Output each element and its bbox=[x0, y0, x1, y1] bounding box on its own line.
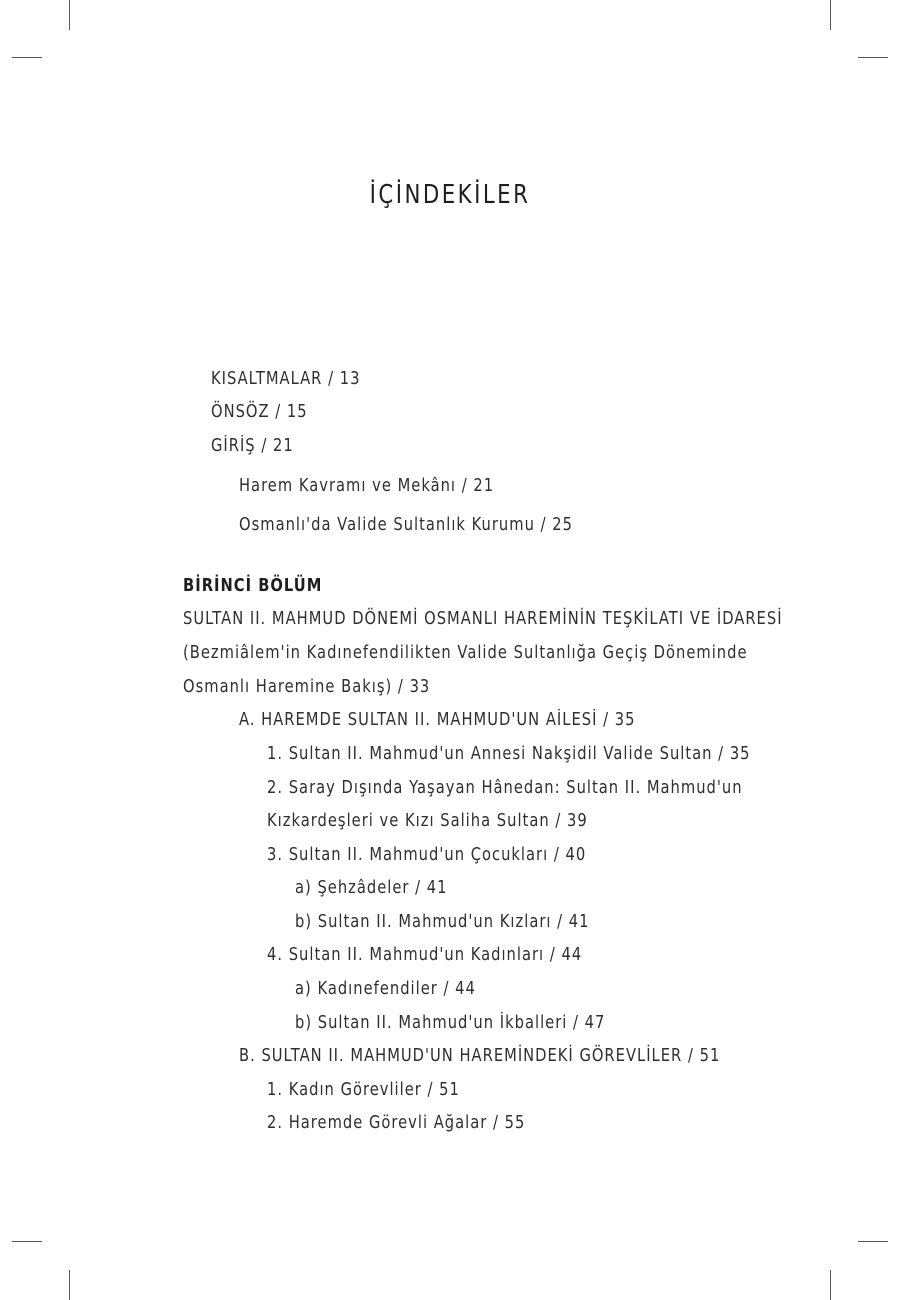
toc-entry-1-annesi: 1. Sultan II. Mahmud'un Annesi Nakşidil Valide Sultan / 35 bbox=[267, 744, 751, 764]
toc-entry-giris: GİRİŞ / 21 bbox=[211, 436, 294, 456]
toc-entry-section-title-line-2: (Bezmiâlem'in Kadınefendilikten Valide Sultanlığa Geçiş Döneminde bbox=[183, 643, 748, 663]
toc-entry-4-kadinlari: 4. Sultan II. Mahmud'un Kadınları / 44 bbox=[267, 945, 583, 965]
toc-entry-b-gorevliler: B. SULTAN II. MAHMUD'UN HAREMİNDEKİ GÖREVLİLER / 51 bbox=[239, 1046, 721, 1066]
toc-entry-2-saray-disinda: 2. Saray Dışında Yaşayan Hânedan: Sultan II. Mahmud'un bbox=[267, 778, 743, 798]
toc-entry-a-sehzadeler: a) Şehzâdeler / 41 bbox=[295, 878, 448, 898]
toc-entry-harem-kavrami: Harem Kavramı ve Mekânı / 21 bbox=[239, 476, 495, 496]
crop-mark bbox=[69, 0, 70, 30]
toc-entry-2-gorevli-agalar: 2. Haremde Görevli Ağalar / 55 bbox=[267, 1113, 526, 1133]
toc-entry-b-ikballeri: b) Sultan II. Mahmud'un İkballeri / 47 bbox=[295, 1013, 606, 1033]
crop-mark bbox=[858, 1241, 888, 1242]
crop-mark bbox=[830, 0, 831, 30]
crop-mark bbox=[830, 1270, 831, 1300]
toc-entry-2-kizkardesleri: Kızkardeşleri ve Kızı Saliha Sultan / 39 bbox=[267, 811, 588, 831]
toc-entry-a-kadinefendiler: a) Kadınefendiler / 44 bbox=[295, 979, 476, 999]
crop-mark bbox=[858, 57, 888, 58]
crop-mark bbox=[69, 1270, 70, 1300]
toc-entry-b-kizlari: b) Sultan II. Mahmud'un Kızları / 41 bbox=[295, 912, 590, 932]
page-title: İÇİNDEKİLER bbox=[369, 180, 531, 210]
toc-entry-section-title-line-1: SULTAN II. MAHMUD DÖNEMİ OSMANLI HAREMİNİN TEŞKİLATI VE İDARESİ bbox=[183, 609, 783, 629]
toc-entry-1-kadin-gorevliler: 1. Kadın Görevliler / 51 bbox=[267, 1080, 460, 1100]
toc-entry-valide-sultanlik: Osmanlı'da Valide Sultanlık Kurumu / 25 bbox=[239, 515, 573, 535]
section-heading-birinci-bolum: BİRİNCİ BÖLÜM bbox=[183, 576, 323, 596]
crop-mark bbox=[12, 57, 42, 58]
toc-entry-3-cocuklari: 3. Sultan II. Mahmud'un Çocukları / 40 bbox=[267, 845, 587, 865]
toc-entry-a-ailesi: A. HAREMDE SULTAN II. MAHMUD'UN AİLESİ / 35 bbox=[239, 710, 636, 730]
toc-entry-section-title-line-3: Osmanlı Haremine Bakış) / 33 bbox=[183, 677, 431, 697]
crop-mark bbox=[12, 1241, 42, 1242]
toc-entry-onsoz: ÖNSÖZ / 15 bbox=[211, 402, 308, 422]
toc-entry-kisaltmalar: KISALTMALAR / 13 bbox=[211, 369, 361, 389]
